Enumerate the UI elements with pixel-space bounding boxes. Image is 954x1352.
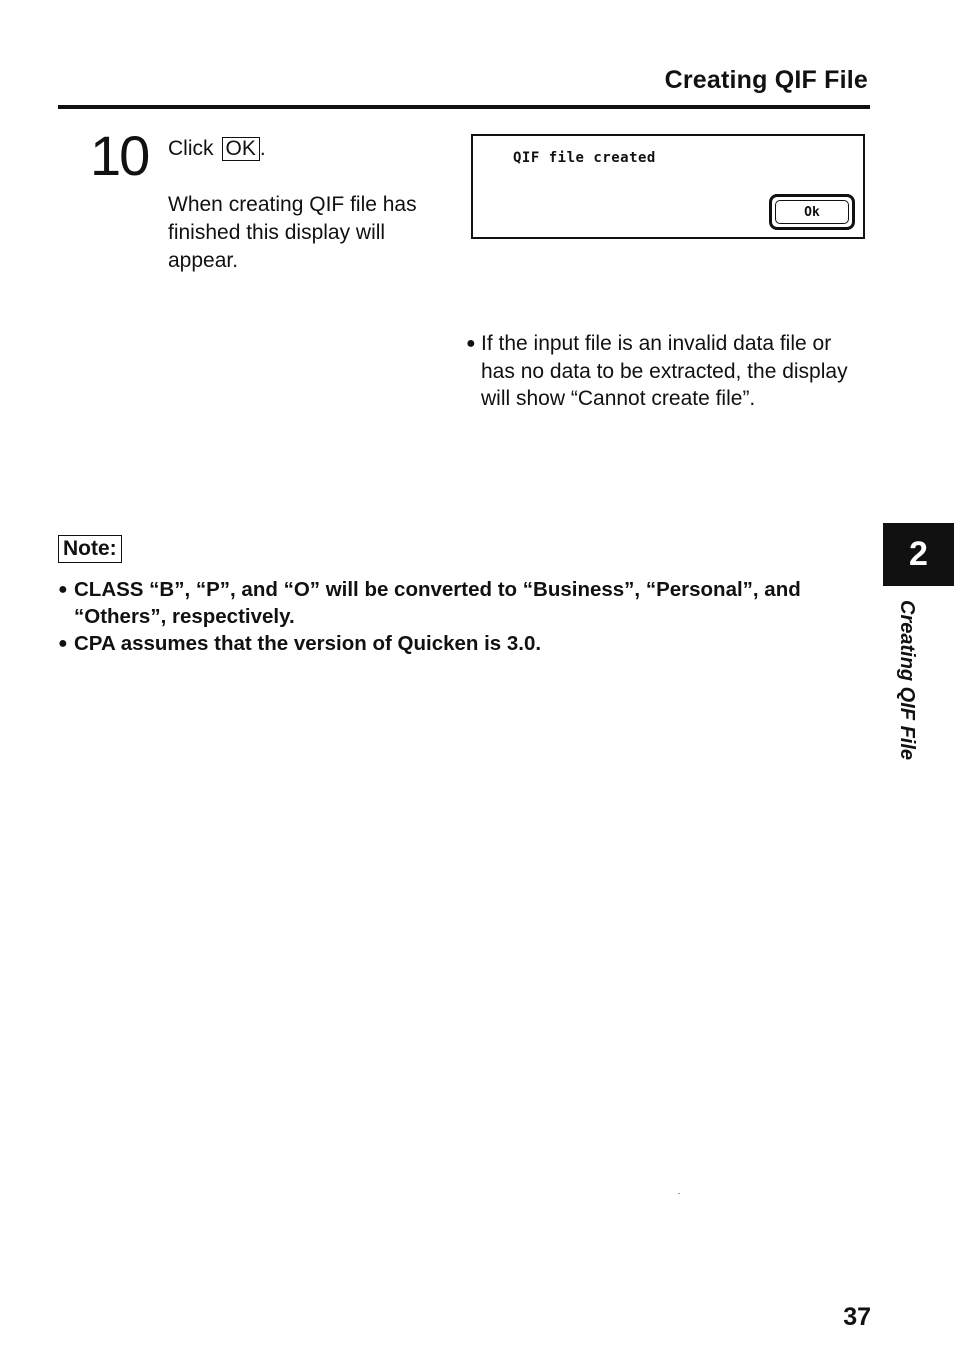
note-list — [58, 576, 868, 658]
dialog-ok-button[interactable] — [769, 194, 855, 230]
page-header-title: Creating QIF File — [664, 66, 868, 94]
chapter-tab-label: Creating QIF File — [896, 600, 918, 761]
dialog-ok-label: Ok — [775, 200, 849, 224]
qif-created-dialog — [471, 134, 865, 239]
header-divider — [58, 105, 870, 109]
list-item — [58, 630, 868, 658]
bullet-dot-icon: ● — [58, 635, 68, 652]
dialog-message: QIF file created — [513, 150, 656, 166]
step-click-text: Click — [168, 137, 214, 160]
note-label: Note: — [58, 535, 122, 563]
bullet-dot-icon: ● — [58, 581, 68, 598]
page-number: 37 — [843, 1303, 871, 1331]
bullet-dot-icon: ● — [466, 335, 476, 352]
chapter-tab: 2 — [883, 523, 954, 586]
note-item-text: CPA assumes that the version of Quicken is 3.0. — [74, 632, 542, 655]
list-item — [58, 576, 868, 630]
bullet-text: If the input file is an invalid data file or has no data to be extracted, the display will show “Cannot create file”. — [481, 332, 848, 410]
ok-key-label: OK — [222, 137, 260, 161]
note-item-text: CLASS “B”, “P”, and “O” will be converted to “Business”, “Personal”, and “Others”, respectively. — [74, 578, 801, 628]
step-description: When creating QIF file has finished this display will appear. — [168, 193, 417, 272]
step-number: 10 — [90, 124, 149, 187]
invalid-file-note — [466, 330, 866, 413]
step-instruction — [168, 136, 266, 162]
step-click-suffix: . — [259, 137, 266, 160]
scan-speck — [678, 1193, 680, 1194]
